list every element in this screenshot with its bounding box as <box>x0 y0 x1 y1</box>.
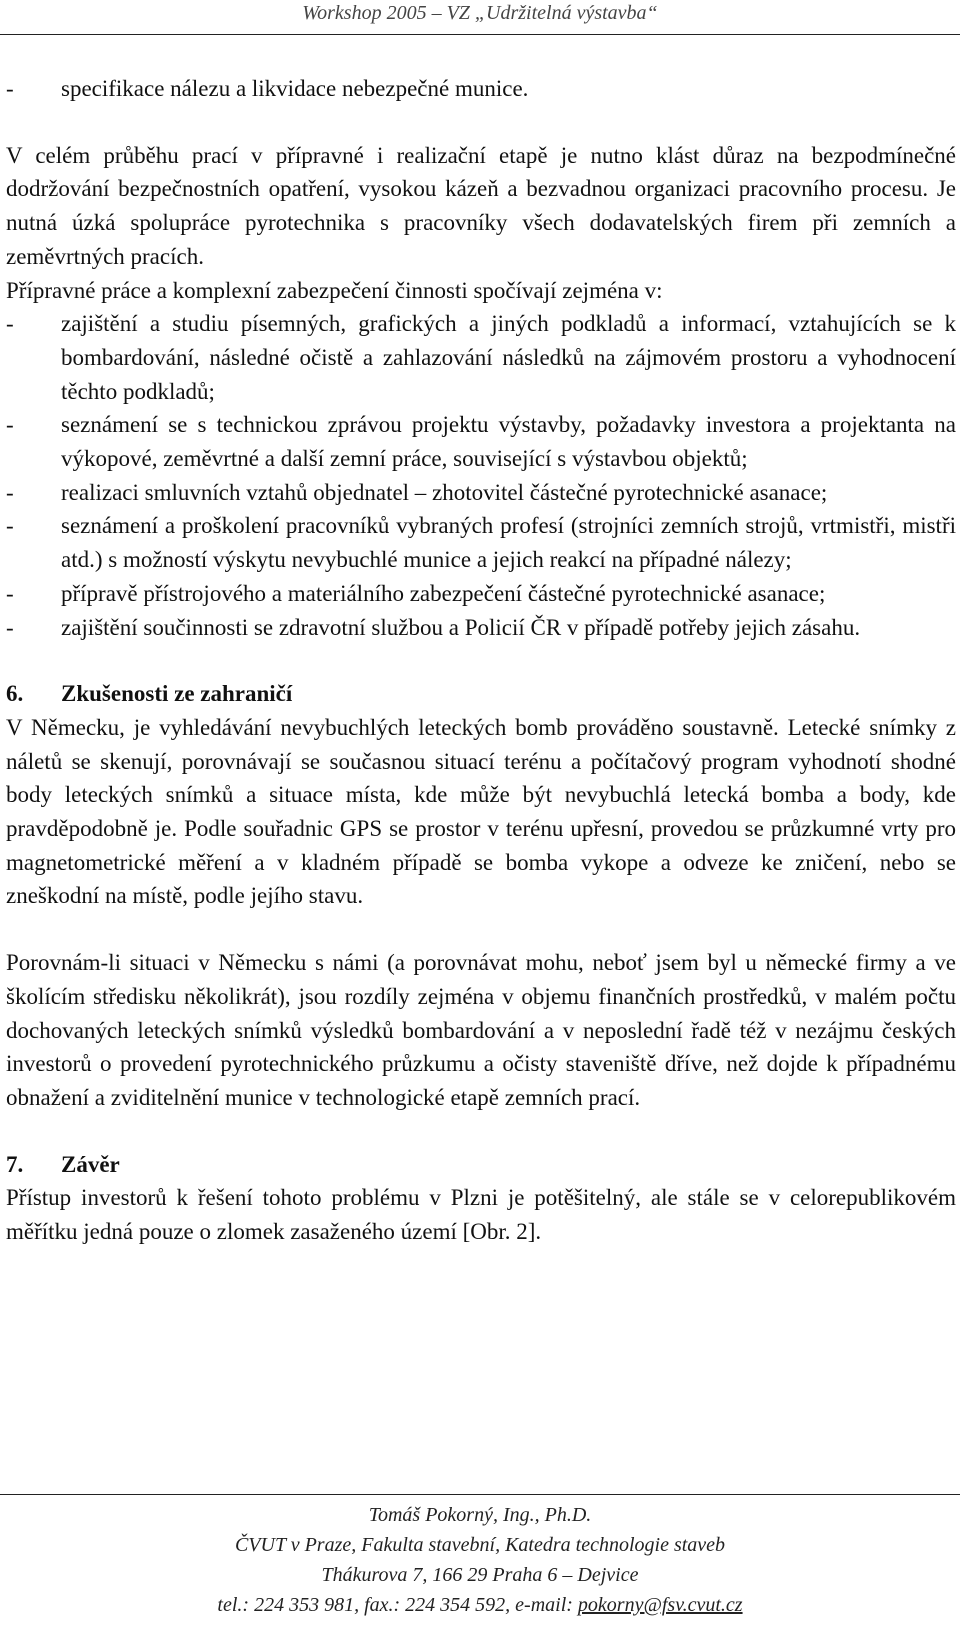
document-body <box>6 72 956 1249</box>
list-item-text: seznámení a proškolení pracovníků vybraných profesí (strojníci zemních strojů, vrtmistři, mistři atd.) s možností výskytu nevybuchlé munice a jejich reakcí na případné nálezy; <box>61 513 956 573</box>
list-dash: - <box>6 580 14 606</box>
paragraph-comparison: Porovnám-li situaci v Německu s námi (a porovnávat mohu, neboť jsem byl u německé firmy a ve školícím středisku několikrát), jsou rozdíly zejména v objemu finančních prostředků, v malém počtu dochovaných leteckých snímků výsledků bombardování a v neposlední řadě též v nezájmu českých investorů o provedení pyrotechnického průzkumu a očisty staveniště dříve, než dojde k případnému obnažení a zviditelnění munice v technologické etapě zemních prací. <box>6 950 956 1110</box>
list-item <box>6 509 956 576</box>
footer-author: Tomáš Pokorný, Ing., Ph.D. <box>368 1504 592 1526</box>
section-number: 6. <box>6 681 24 707</box>
list-dash: - <box>6 412 14 438</box>
paragraph-preparation: Přípravné práce a komplexní zabezpečení činnosti spočívají zejména v: <box>6 277 663 303</box>
page-header <box>0 0 960 35</box>
list-item-text: realizaci smluvních vztahů objednatel – zhotovitel částečné pyrotechnické asanace; <box>61 479 828 505</box>
section-title: Zkušenosti ze zahraničí <box>61 681 293 707</box>
list-item <box>6 577 956 611</box>
footer-contact <box>0 1590 960 1620</box>
header-title: Workshop 2005 – VZ „Udržitelná výstavba“ <box>302 2 658 24</box>
list-dash: - <box>6 513 14 539</box>
footer-divider <box>0 1494 960 1495</box>
list-item-text: zajištění součinnosti se zdravotní službou a Policií ČR v případě potřeby jejich zásahu. <box>61 614 861 640</box>
list-item-text: seznámení se s technickou zprávou projektu výstavby, požadavky investora a projektanta na výkopové, zeměvrtné a další zemní práce, související s výstavbou objektů; <box>61 412 956 472</box>
section-heading <box>6 1148 956 1182</box>
preparation-list <box>6 307 956 644</box>
page-footer <box>0 1500 960 1620</box>
footer-address: Thákurova 7, 166 29 Praha 6 – Dejvice <box>321 1564 639 1586</box>
section-number: 7. <box>6 1151 24 1177</box>
list-item-text: zajištění a studiu písemných, grafických a jiných podkladů a informací, vztahujících se k bombardování, následné očistě a zahlazování následků na zájmovém prostoru a vyhodnocení těchto podkladů; <box>61 311 956 404</box>
list-item <box>6 408 956 475</box>
email-link[interactable]: pokorny@fsv.cvut.cz <box>577 1594 743 1616</box>
intro-list-item <box>6 72 956 106</box>
list-dash: - <box>6 479 14 505</box>
section-title: Závěr <box>61 1151 120 1177</box>
list-dash: - <box>6 76 14 101</box>
paragraph-conclusion: Přístup investorů k řešení tohoto problému v Plzni je potěšitelný, ale stále se v celorepublikovém měřítku jedná pouze o zlomek zasaženého území [Obr. 2]. <box>6 1185 956 1245</box>
section-heading <box>6 677 956 711</box>
paragraph-germany: V Německu, je vyhledávání nevybuchlých leteckých bomb prováděno soustavně. Letecké snímky z náletů se skenují, porovnávají se současnou situací terénu a počítačový program vyhodnotí shodné body leteckých snímků a situace místa, kde může být nevybuchlá letecká bomba a body, kde pravděpodobně je. Podle souřadnic GPS se prostor v terénu upřesní, provedou se průzkumné vrty pro magnetometrické měření a v kladném případě se bomba vykope a odveze ke zničení, nebo se zneškodní na místě, podle jejího stavu. <box>6 714 956 909</box>
list-dash: - <box>6 311 14 337</box>
list-item-text: přípravě přístrojového a materiálního zabezpečení částečné pyrotechnické asanace; <box>61 580 826 606</box>
list-item <box>6 611 956 645</box>
footer-affiliation: ČVUT v Praze, Fakulta stavební, Katedra technologie staveb <box>234 1534 726 1556</box>
list-item-text: specifikace nálezu a likvidace nebezpečné munice. <box>61 76 529 101</box>
footer-contact-text: tel.: 224 353 981, fax.: 224 354 592, e-mail: <box>217 1594 578 1616</box>
list-item <box>6 476 956 510</box>
list-item <box>6 307 956 408</box>
paragraph-safety: V celém průběhu prací v přípravné i realizační etapě je nutno klást důraz na bezpodmínečné dodržování bezpečnostních opatření, vysokou kázeň a bezvadnou organizaci pracovního procesu. Je nutná úzká spolupráce pyrotechnika s pracovníky všech dodavatelských firem při zemních a zeměvrtných pracích. <box>6 142 956 269</box>
list-dash: - <box>6 614 14 640</box>
